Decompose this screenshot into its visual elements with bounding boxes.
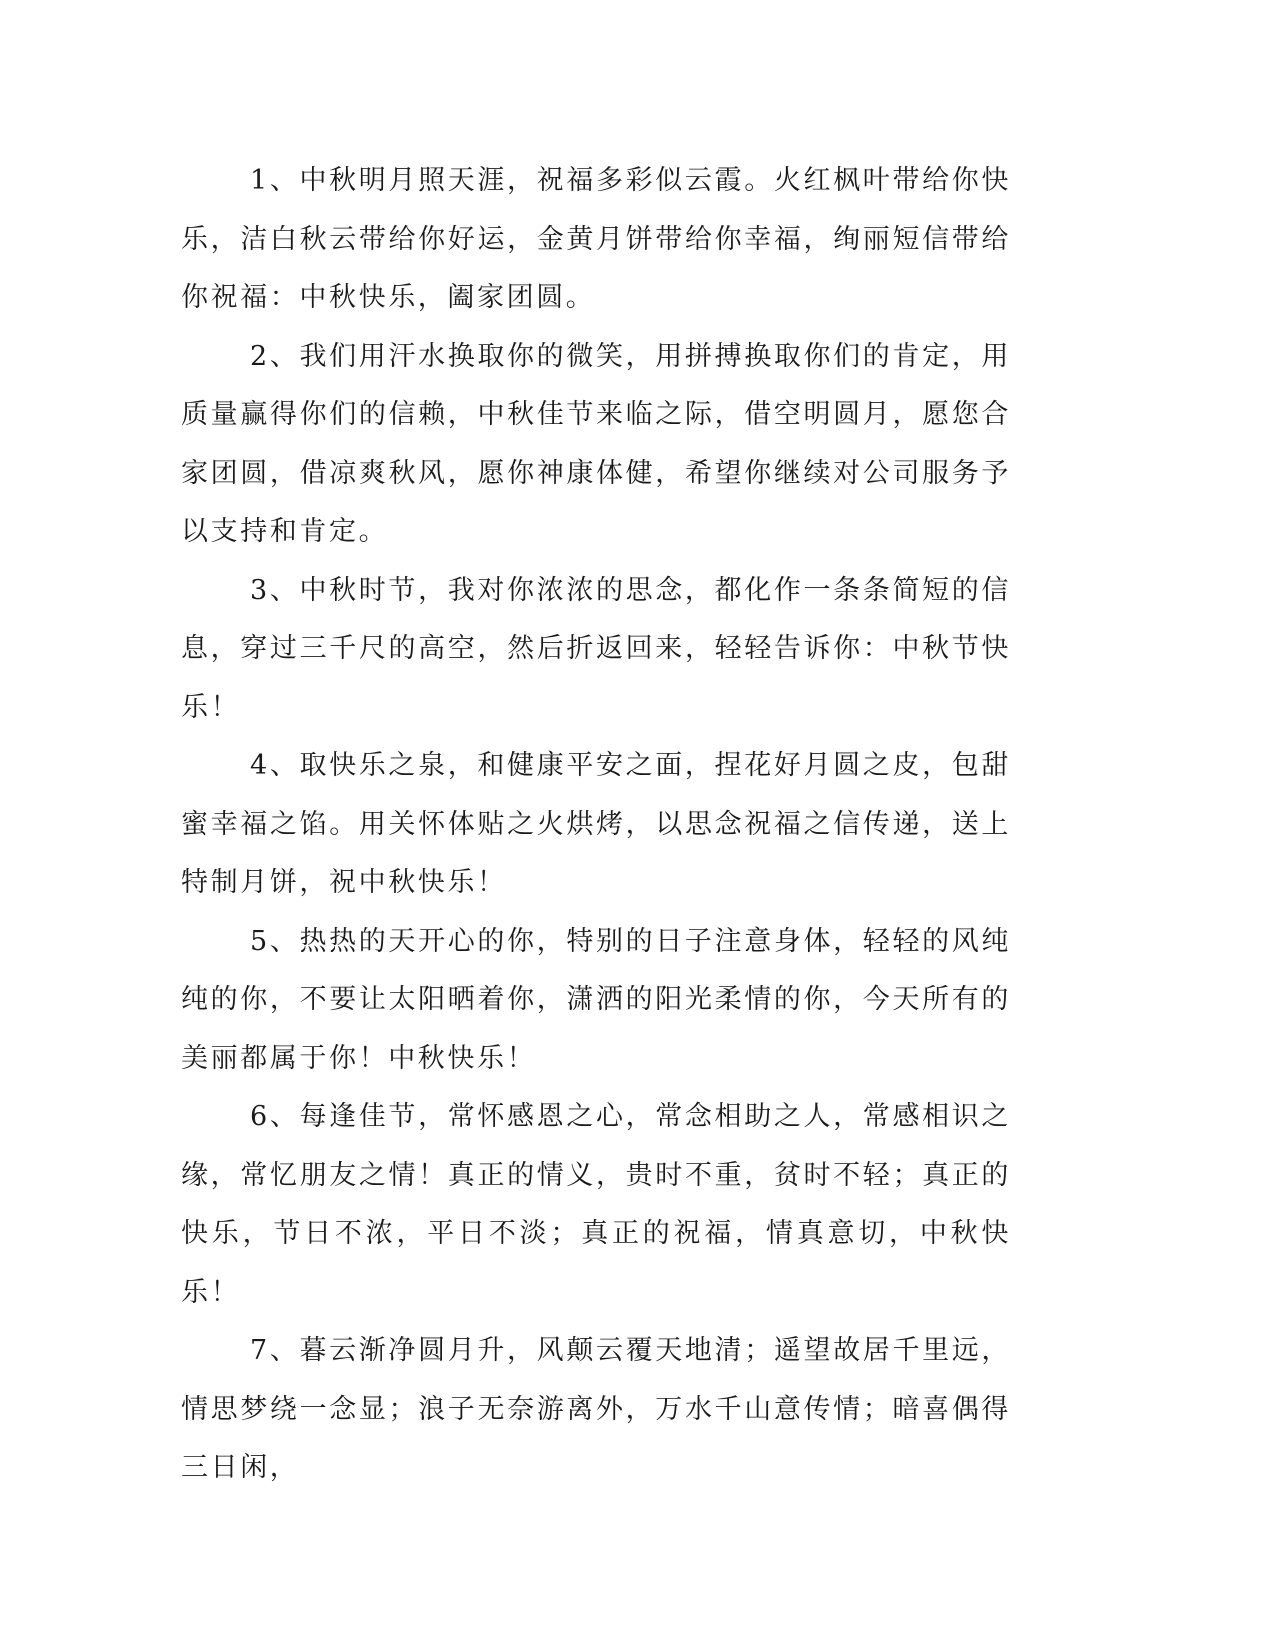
document-body: [181, 152, 1011, 1498]
paragraph-3: 3、中秋时节，我对你浓浓的思念，都化作一条条简短的信息，穿过三千尺的高空，然后折返回来，轻轻告诉你：中秋节快乐！: [181, 574, 1011, 723]
paragraph-2: 2、我们用汗水换取你的微笑，用拼搏换取你们的肯定，用质量赢得你们的信赖，中秋佳节来临之际，借空明圆月，愿您合家团圆，借凉爽秋风，愿你神康体健，希望你继续对公司服务予以支持和肯定。: [181, 340, 1011, 547]
paragraph-1: 1、中秋明月照天涯，祝福多彩似云霞。火红枫叶带给你快乐，洁白秋云带给你好运，金黄月饼带给你幸福，绚丽短信带给你祝福：中秋快乐，阖家团圆。: [181, 165, 1011, 313]
paragraph-5: 5、热热的天开心的你，特别的日子注意身体，轻轻的风纯纯的你，不要让太阳晒着你，潇洒的阳光柔情的你，今天所有的美丽都属于你！中秋快乐！: [181, 925, 1011, 1074]
paragraph-6: 6、每逢佳节，常怀感恩之心，常念相助之人，常感相识之缘，常忆朋友之情！真正的情义，贵时不重，贫时不轻；真正的快乐，节日不浓，平日不淡；真正的祝福，情真意切，中秋快乐！: [181, 1101, 1011, 1308]
paragraph-4: 4、取快乐之泉，和健康平安之面，捏花好月圆之皮，包甜蜜幸福之馅。用关怀体贴之火烘烤，以思念祝福之信传递，送上特制月饼，祝中秋快乐！: [181, 750, 1011, 898]
paragraph-7: 7、暮云渐净圆月升，风颠云覆天地清；遥望故居千里远，情思梦绕一念显；浪子无奈游离外，万水千山意传情；暗喜偶得三日闲，: [181, 1335, 1011, 1483]
